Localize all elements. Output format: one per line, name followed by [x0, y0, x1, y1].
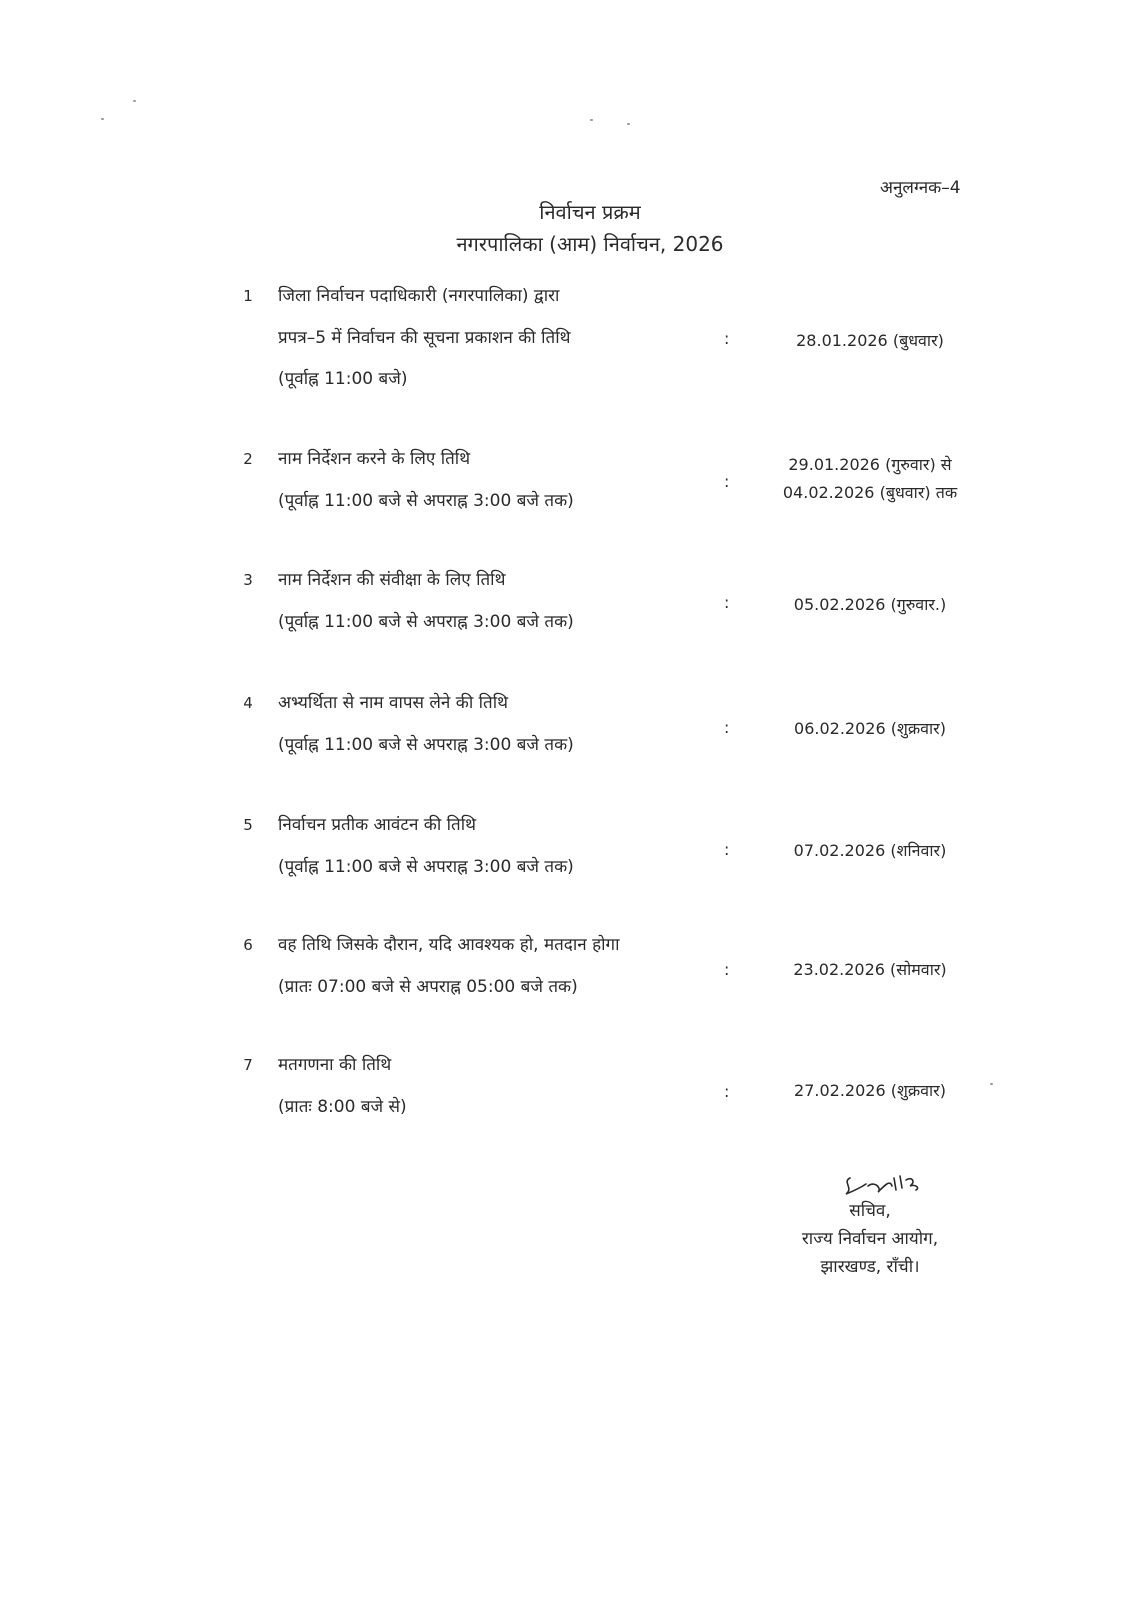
- scan-speck: [133, 100, 136, 102]
- item-text-line: जिला निर्वाचन पदाधिकारी (नगरपालिका) द्वारा: [278, 286, 560, 306]
- item-text-line: (पूर्वाह्न 11:00 बजे से अपराह्न 3:00 बजे तक): [278, 735, 574, 755]
- item-text-line: (पूर्वाह्न 11:00 बजे से अपराह्न 3:00 बजे तक): [278, 857, 574, 877]
- item-date-line: 04.02.2026 (बुधवार) तक: [782, 483, 958, 502]
- item-text-line: (पूर्वाह्न 11:00 बजे): [278, 369, 408, 389]
- item-date: [760, 451, 980, 507]
- item-separator: :: [724, 1082, 730, 1101]
- item-separator: :: [724, 472, 730, 491]
- item-separator: :: [724, 960, 730, 979]
- item-text-line: वह तिथि जिसके दौरान, यदि आवश्यक हो, मतदान होगा: [278, 935, 620, 955]
- item-text-line: (प्रातः 07:00 बजे से अपराह्न 05:00 बजे तक): [278, 977, 578, 997]
- page-subtitle: नगरपालिका (आम) निर्वाचन, 2026: [456, 232, 724, 256]
- scan-speck: [101, 118, 104, 120]
- item-number: 6: [243, 936, 253, 954]
- item-text-line: (प्रातः 8:00 बजे से): [278, 1097, 407, 1117]
- item-text-line: (पूर्वाह्न 11:00 बजे से अपराह्न 3:00 बजे तक): [278, 612, 574, 632]
- signatory-location: झारखण्ड, राँची।: [820, 1257, 920, 1277]
- item-separator: :: [724, 840, 730, 859]
- scan-speck: [627, 123, 630, 125]
- item-date: [760, 327, 980, 355]
- item-number: 1: [243, 287, 253, 305]
- item-date-line: 28.01.2026 (बुधवार): [796, 331, 944, 350]
- item-date: [760, 956, 980, 984]
- item-date-line: 05.02.2026 (गुरुवार.): [793, 595, 947, 614]
- item-number: 5: [243, 816, 253, 834]
- item-date-line: 23.02.2026 (सोमवार): [793, 960, 947, 979]
- item-separator: :: [724, 593, 730, 612]
- item-date-line: 29.01.2026 (गुरुवार) से: [788, 455, 952, 474]
- item-separator: :: [724, 329, 730, 348]
- signatory-designation: सचिव,: [849, 1201, 891, 1221]
- annexure-label: अनुलग्नक–4: [880, 178, 961, 198]
- item-date-line: 06.02.2026 (शुक्रवार): [794, 719, 946, 738]
- scan-speck: [990, 1083, 993, 1085]
- item-text-line: मतगणना की तिथि: [278, 1055, 392, 1075]
- item-separator: :: [724, 718, 730, 737]
- item-text-line: (पूर्वाह्न 11:00 बजे से अपराह्न 3:00 बजे तक): [278, 491, 574, 511]
- item-date-line: 07.02.2026 (शनिवार): [793, 841, 947, 860]
- item-text-line: नाम निर्देशन की संवीक्षा के लिए तिथि: [278, 570, 506, 590]
- item-number: 2: [243, 450, 253, 468]
- signatory-office: राज्य निर्वाचन आयोग,: [801, 1229, 939, 1249]
- item-date: [760, 1077, 980, 1105]
- item-text-line: प्रपत्र–5 में निर्वाचन की सूचना प्रकाशन की तिथि: [278, 328, 571, 348]
- item-date: [760, 715, 980, 743]
- scan-speck: [590, 119, 593, 121]
- item-date-line: 27.02.2026 (शुक्रवार): [794, 1081, 946, 1100]
- item-text-line: निर्वाचन प्रतीक आवंटन की तिथि: [278, 815, 477, 835]
- page-title: निर्वाचन प्रक्रम: [539, 200, 641, 224]
- item-number: 7: [243, 1056, 253, 1074]
- item-text-line: नाम निर्देशन करने के लिए तिथि: [278, 449, 471, 469]
- item-date: [760, 591, 980, 619]
- item-date: [760, 837, 980, 865]
- item-number: 3: [243, 571, 253, 589]
- item-text-line: अभ्यर्थिता से नाम वापस लेने की तिथि: [278, 693, 508, 713]
- item-number: 4: [243, 694, 253, 712]
